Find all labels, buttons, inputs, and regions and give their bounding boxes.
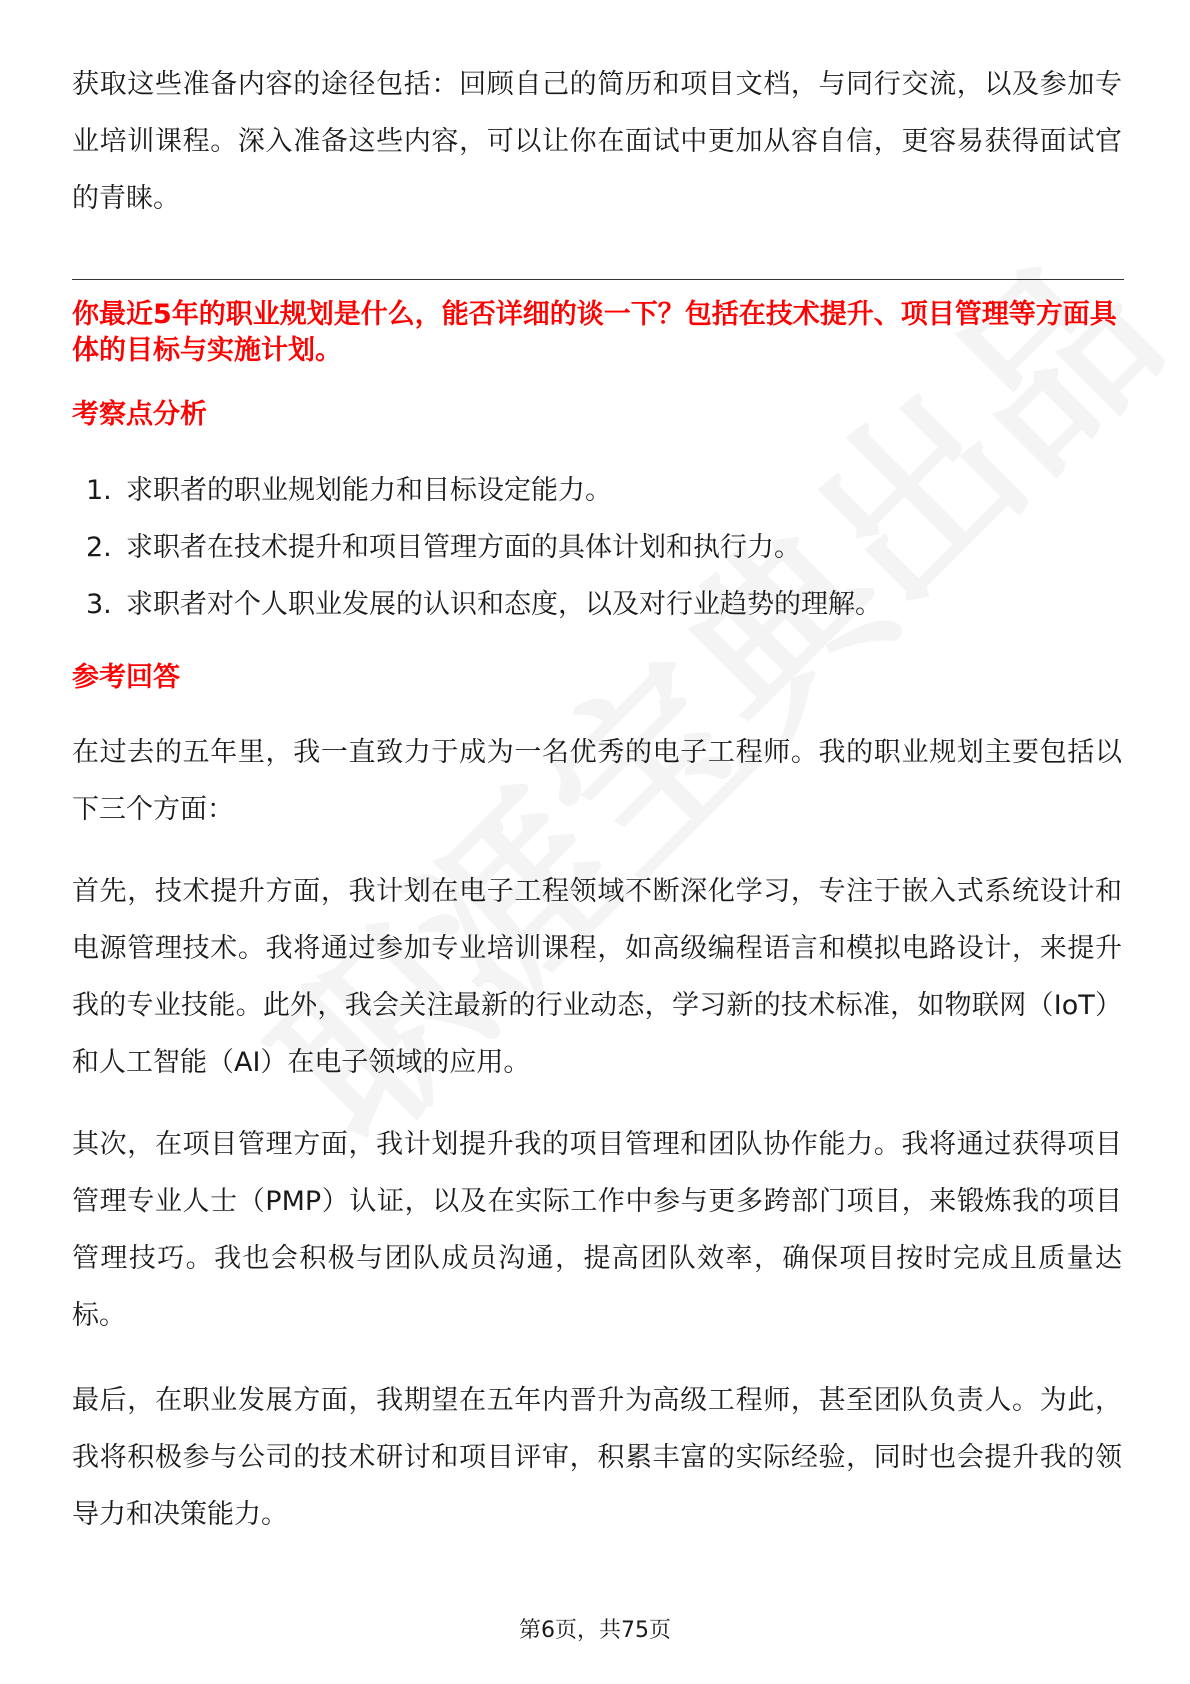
list-item-text: 求职者在技术提升和项目管理方面的具体计划和执行力。 bbox=[126, 532, 801, 563]
list-item bbox=[72, 462, 1122, 519]
list-item-number: 3. bbox=[86, 589, 112, 620]
list-item-text: 求职者对个人职业发展的认识和态度，以及对行业趋势的理解。 bbox=[126, 589, 882, 620]
page-number-footer: 第6页，共75页 bbox=[519, 1618, 671, 1643]
answer-paragraph: 在过去的五年里，我一直致力于成为一名优秀的电子工程师。我的职业规划主要包括以下三个方面： bbox=[72, 737, 1122, 825]
analysis-heading: 考察点分析 bbox=[72, 399, 207, 430]
answer-heading: 参考回答 bbox=[72, 662, 180, 693]
list-item bbox=[72, 519, 1122, 576]
answer-paragraph: 首先，技术提升方面，我计划在电子工程领域不断深化学习，专注于嵌入式系统设计和电源管理技术。我将通过参加专业培训课程，如高级编程语言和模拟电路设计，来提升我的专业技能。此外，我会关注最新的行业动态，学习新的技术标准，如物联网（IoT）和人工智能（AI）在电子领域的应用。 bbox=[72, 876, 1122, 1078]
answer-paragraph: 最后，在职业发展方面，我期望在五年内晋升为高级工程师，甚至团队负责人。为此，我将积极参与公司的技术研讨和项目评审，积累丰富的实际经验，同时也会提升我的领导力和决策能力。 bbox=[72, 1385, 1122, 1530]
question-title: 你最近5年的职业规划是什么，能否详细的谈一下？包括在技术提升、项目管理等方面具体的目标与实施计划。 bbox=[72, 299, 1117, 366]
intro-paragraph: 获取这些准备内容的途径包括：回顾自己的简历和项目文档，与同行交流，以及参加专业培训课程。深入准备这些内容，可以让你在面试中更加从容自信，更容易获得面试官的青睐。 bbox=[72, 69, 1122, 214]
section-divider bbox=[72, 279, 1124, 280]
list-item-number: 2. bbox=[86, 532, 112, 563]
list-item bbox=[72, 576, 1122, 633]
list-item-text: 求职者的职业规划能力和目标设定能力。 bbox=[126, 475, 612, 506]
list-item-number: 1. bbox=[86, 475, 112, 506]
analysis-list bbox=[72, 462, 1122, 633]
answer-paragraph: 其次，在项目管理方面，我计划提升我的项目管理和团队协作能力。我将通过获得项目管理专业人士（PMP）认证，以及在实际工作中参与更多跨部门项目，来锻炼我的项目管理技巧。我也会积极与团队成员沟通，提高团队效率，确保项目按时完成且质量达标。 bbox=[72, 1129, 1122, 1331]
